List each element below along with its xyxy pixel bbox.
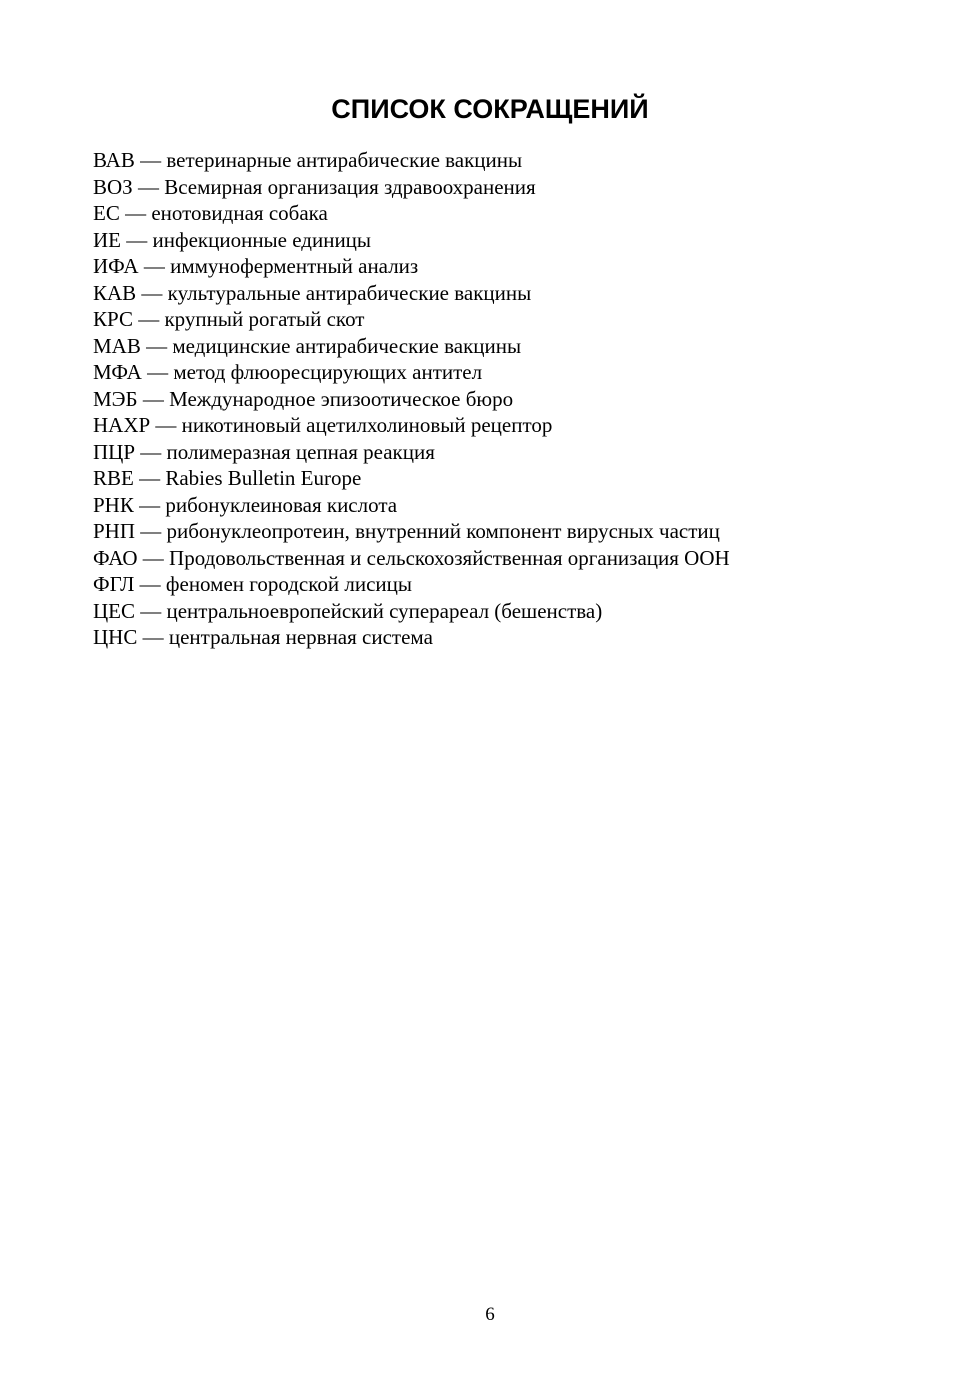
- abbreviation-item: ФГЛ — феномен городской лисицы: [93, 572, 412, 596]
- abbreviation-list: [93, 147, 730, 651]
- abbreviation-item: ЦНС — центральная нервная система: [93, 625, 433, 649]
- abbreviation-item: РНК — рибонуклеиновая кислота: [93, 492, 398, 517]
- abbreviation-item: МФА — метод флюоресцирующих антител: [93, 360, 483, 384]
- abbreviation-item: ЕС — енотовидная собака: [93, 201, 328, 225]
- abbreviation-item: ИЕ — инфекционные единицы: [93, 227, 372, 252]
- abbreviation-item: ВАВ — ветеринарные антирабические вакцины: [93, 148, 523, 172]
- abbreviation-item: МЭБ — Международное эпизоотическое бюро: [93, 386, 514, 411]
- abbreviation-item: КАВ — культуральные антирабические вакцины: [93, 280, 532, 305]
- abbreviation-item: ИФА — иммуноферментный анализ: [93, 254, 419, 278]
- abbreviation-item: КРС — крупный рогатый скот: [93, 307, 365, 331]
- abbreviation-item: МАВ — медицинские антирабические вакцины: [93, 333, 522, 358]
- abbreviation-item: ВОЗ — Всемирная организация здравоохранения: [93, 174, 536, 199]
- abbreviation-item: РНП — рибонуклеопротеин, внутренний компонент вирусных частиц: [93, 519, 720, 543]
- abbreviation-item: НАХР — никотиновый ацетилхолиновый рецептор: [93, 413, 553, 437]
- page-number: 6: [485, 1304, 495, 1325]
- page-title: СПИСОК СОКРАЩЕНИЙ: [331, 94, 649, 124]
- abbreviation-item: ЦЕС — центральноевропейский суперареал (бешенства): [93, 598, 603, 623]
- abbreviation-item: ПЦР — полимеразная цепная реакция: [93, 439, 435, 464]
- abbreviation-item: RBE — Rabies Bulletin Europe: [93, 466, 362, 490]
- abbreviation-item: ФАО — Продовольственная и сельскохозяйственная организация ООН: [93, 545, 730, 570]
